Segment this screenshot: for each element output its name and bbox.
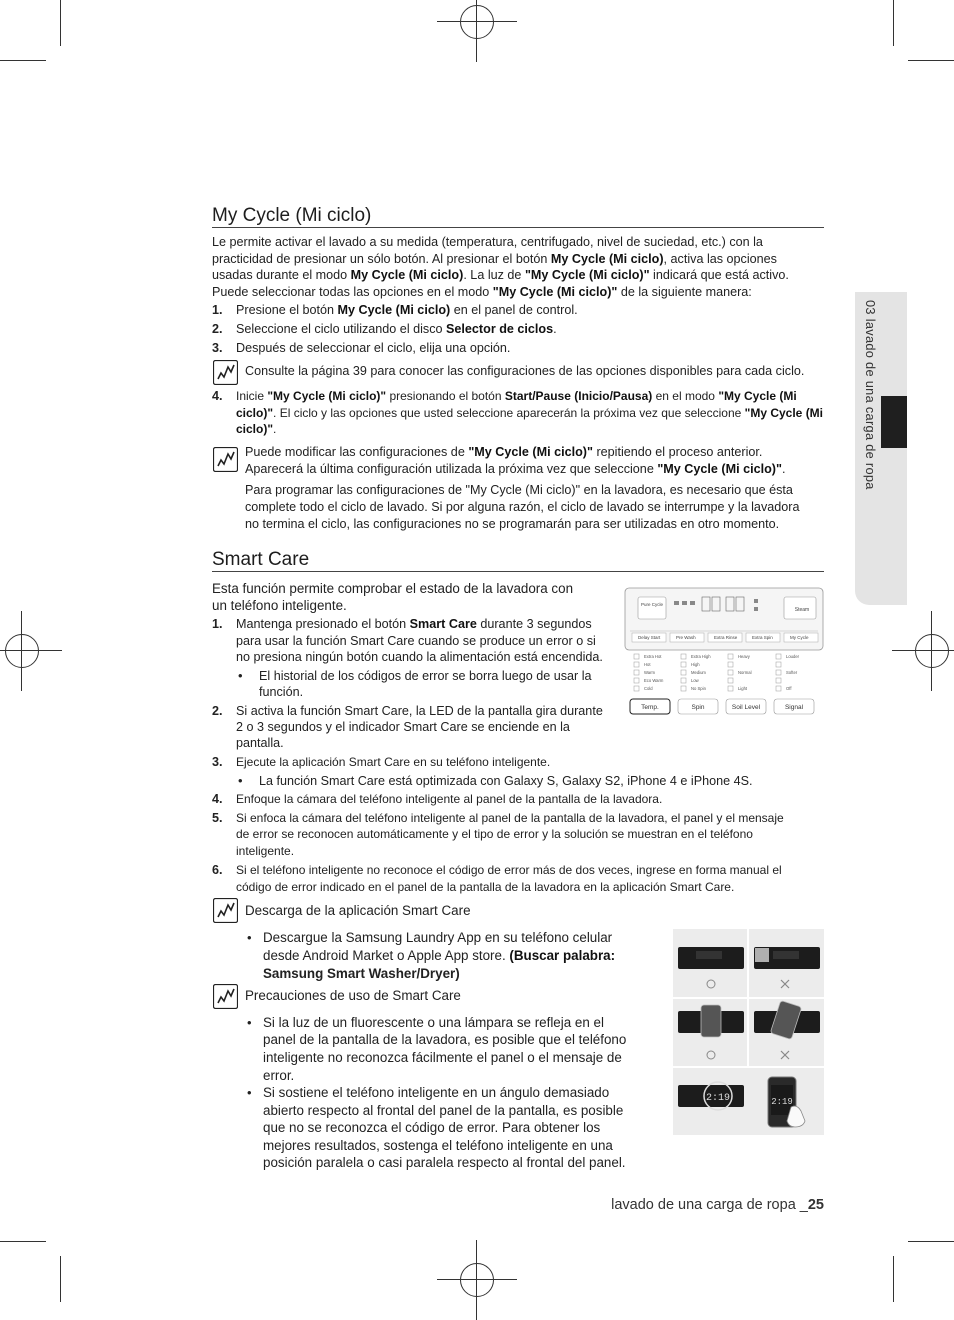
signal-option: Louder xyxy=(786,654,800,659)
panel-button-label: Delay Start xyxy=(638,635,661,640)
temp-option: Cold xyxy=(644,686,653,691)
note-text: Aparecerá la última configuración utilizada la próxima vez que seleccione "My Cycle (Mi ciclo)". xyxy=(245,462,786,476)
bullet: • xyxy=(247,930,252,945)
note-title: Precauciones de uso de Smart Care xyxy=(245,988,461,1003)
intro-line: practicidad de presionar un sólo botón. Al presionar el botón My Cycle (Mi ciclo), activa las opciones xyxy=(212,252,777,266)
pure-cycle-label: Pure Cycle xyxy=(640,602,664,607)
section-title-smart-care: Smart Care xyxy=(212,549,310,570)
temp-option: Eco Warm xyxy=(644,678,664,683)
spin-option: Medium xyxy=(691,670,706,675)
signal-option: Off xyxy=(786,686,792,691)
step-number: 4. xyxy=(212,389,223,403)
bullet-text: El historial de los códigos de error se borra luego de usar la xyxy=(259,669,592,683)
phone-readout: 2:19 xyxy=(771,1097,793,1107)
note-text: no termina el ciclo, las configuraciones no se programarán para ser utilizadas en otro momento. xyxy=(245,517,780,531)
knob-label-spin: Spin xyxy=(691,704,705,711)
step-number: 2. xyxy=(212,704,223,718)
bullet-text: Samsung Smart Washer/Dryer) xyxy=(263,966,460,981)
panel-button-label: My Cycle xyxy=(790,635,809,640)
section-rule xyxy=(212,571,824,572)
panel-button-label: Pre Wash xyxy=(676,635,696,640)
soil-option: Heavy xyxy=(738,654,750,659)
note-text: Puede modificar las configuraciones de "My Cycle (Mi ciclo)" repitiendo el proceso anterior. xyxy=(245,445,763,459)
note-text: Para programar las configuraciones de "My Cycle (Mi ciclo)" en la lavadora, es necesario que ésta xyxy=(245,483,793,497)
bullet-text: que no se reconozca el código de error. Para obtener los xyxy=(263,1120,601,1135)
panel-button-label: Extra Spin xyxy=(752,635,773,640)
crop-mark xyxy=(908,1241,954,1242)
intro-line: Le permite activar el lavado a su medida (temperatura, centrifugado, nivel de suciedad, etc.) con la xyxy=(212,235,763,249)
step-text: Después de seleccionar el ciclo, elija una opción. xyxy=(236,341,511,355)
step-number: 5. xyxy=(212,811,223,825)
step-number: 3. xyxy=(212,755,223,769)
registration-mark xyxy=(0,611,62,691)
step-text: de error se reconocen automáticamente y el tipo de error y la solución se muestran en el teléfono xyxy=(236,827,753,841)
steam-label: Steam xyxy=(794,607,810,613)
bullet: • xyxy=(247,1085,252,1100)
crop-mark xyxy=(60,1256,61,1302)
led-readout: 2:19 xyxy=(705,1093,731,1104)
spin-option: Extra High xyxy=(691,654,711,659)
bullet: • xyxy=(238,773,243,788)
section-title-my-cycle: My Cycle (Mi ciclo) xyxy=(212,205,372,226)
step-text: no presiona ningún botón cuando la alimentación está encendida. xyxy=(236,650,603,664)
step-text: para usar la función Smart Care cuando se produce un error o si xyxy=(236,634,596,648)
note-icon xyxy=(213,984,238,1009)
step-text: 2 o 3 segundos y el indicador Smart Care se enciende en la xyxy=(236,720,570,734)
chapter-tab-marker xyxy=(881,396,907,448)
crop-mark xyxy=(893,1256,894,1302)
section-rule xyxy=(212,227,824,228)
bullet: • xyxy=(247,1015,252,1030)
note-title: Descarga de la aplicación Smart Care xyxy=(245,903,471,918)
bullet-text: Si sostiene el teléfono inteligente en un ángulo demasiado xyxy=(263,1085,610,1100)
bullet-text: panel de la pantalla de la lavadora, es posible que el teléfono xyxy=(263,1032,627,1047)
intro-line: Puede seleccionar todas las opciones en el modo "My Cycle (Mi ciclo)" de la siguiente manera: xyxy=(212,285,752,299)
temp-option: Warm xyxy=(644,670,656,675)
note-icon xyxy=(213,360,238,385)
bullet-text: función. xyxy=(259,685,304,699)
note-text: Consulte la página 39 para conocer las configuraciones de las opciones disponibles para cada ciclo. xyxy=(245,364,805,378)
temp-option: Extra Hot xyxy=(644,654,662,659)
spin-option: High xyxy=(691,662,700,667)
spin-option: Low xyxy=(691,678,699,683)
step-text: Si el teléfono inteligente no reconoce el código de error más de dos veces, ingrese en forma manual el xyxy=(236,863,782,877)
crop-mark xyxy=(0,1241,46,1242)
crop-mark xyxy=(908,60,954,61)
step-text: Mantenga presionado el botón Smart Care durante 3 segundos xyxy=(236,617,592,631)
bullet-text: abierto respecto al frontal del panel de la pantalla, es posible xyxy=(263,1103,624,1118)
bullet-text: Si la luz de un fluorescente o una lámpara se refleja en el xyxy=(263,1015,604,1030)
step-number: 6. xyxy=(212,863,223,877)
step-number: 4. xyxy=(212,792,223,806)
step-text: Si enfoca la cámara del teléfono inteligente al panel de la pantalla de la lavadora, el panel y el mensaje xyxy=(236,811,784,825)
bullet-text: posición paralela o casi paralela respecto al frontal del panel. xyxy=(263,1155,626,1170)
note-icon xyxy=(213,898,238,923)
step-text: ciclo)". xyxy=(236,422,277,436)
step-text: pantalla. xyxy=(236,736,284,750)
step-text: Ejecute la aplicación Smart Care en su teléfono inteligente. xyxy=(236,755,551,769)
bullet-text: mejores resultados, sostenga el teléfono inteligente en una xyxy=(263,1138,613,1153)
note-text: complete todo el ciclo de lavado. Si por alguna razón, el ciclo de lavado se interrumpe y la lavadora xyxy=(245,500,800,514)
step-text: ciclo)". El ciclo y las opciones que usted seleccione aparecerán la próxima vez que seleccione "My Cycle (Mi xyxy=(236,406,824,420)
signal-option: Softer xyxy=(786,670,798,675)
panel-button-label: Extra Rinse xyxy=(714,635,738,640)
step-number: 2. xyxy=(212,322,223,336)
step-text: Enfoque la cámara del teléfono inteligente al panel de la pantalla de la lavadora. xyxy=(236,792,663,806)
crop-mark xyxy=(0,60,46,61)
registration-mark xyxy=(892,611,954,691)
intro-line: un teléfono inteligente. xyxy=(212,598,347,613)
step-text: Presione el botón My Cycle (Mi ciclo) en el panel de control. xyxy=(236,303,578,317)
registration-mark xyxy=(437,1240,517,1320)
knob-label-temp: Temp. xyxy=(641,704,659,711)
bullet: • xyxy=(238,668,243,683)
page-footer: lavado de una carga de ropa _25 xyxy=(611,1197,824,1213)
spin-option: No Spin xyxy=(691,686,706,691)
knob-label-soil: Soil Level xyxy=(731,704,761,711)
smart-care-diagram xyxy=(673,929,824,1135)
bullet-text: inteligente no reconozca fácilmente el panel o el mensaje de xyxy=(263,1050,622,1065)
step-text: Seleccione el ciclo utilizando el disco Selector de ciclos. xyxy=(236,322,557,336)
intro-line: Esta función permite comprobar el estado de la lavadora con xyxy=(212,581,574,596)
bullet-text: desde Android Market o Apple App store. (Buscar palabra: xyxy=(263,948,616,963)
bullet-text: error. xyxy=(263,1068,295,1083)
step-text: Si activa la función Smart Care, la LED de la pantalla gira durante xyxy=(236,704,603,718)
smart-care-illustration xyxy=(673,929,824,1135)
bullet-text: Descargue la Samsung Laundry App en su teléfono celular xyxy=(263,930,613,945)
step-text: código de error indicado en el panel de la pantalla de la lavadora en la aplicación Smart Care. xyxy=(236,880,735,894)
crop-mark xyxy=(893,0,894,46)
note-icon xyxy=(213,447,238,472)
step-text: inteligente. xyxy=(236,844,295,858)
step-number: 3. xyxy=(212,341,223,355)
registration-mark xyxy=(437,0,517,62)
knob-label-signal: Signal xyxy=(784,704,804,711)
intro-line: usadas durante el modo My Cycle (Mi ciclo). La luz de "My Cycle (Mi ciclo)" indicará que está activo. xyxy=(212,268,789,282)
step-text: Inicie "My Cycle (Mi ciclo)" presionando el botón Start/Pause (Inicio/Pausa) en el modo "My Cycle (Mi xyxy=(236,389,797,403)
crop-mark xyxy=(60,0,61,46)
soil-option: Normal xyxy=(738,670,752,675)
chapter-tab-label: 03 lavado de una carga de ropa xyxy=(863,300,878,490)
temp-option: Hot xyxy=(644,662,651,667)
bullet-text: La función Smart Care está optimizada con Galaxy S, Galaxy S2, iPhone 4 e iPhone 4S. xyxy=(259,774,753,788)
step-number: 1. xyxy=(212,617,223,631)
control-panel-illustration xyxy=(624,587,824,729)
step-number: 1. xyxy=(212,303,223,317)
soil-option: Light xyxy=(738,686,748,691)
